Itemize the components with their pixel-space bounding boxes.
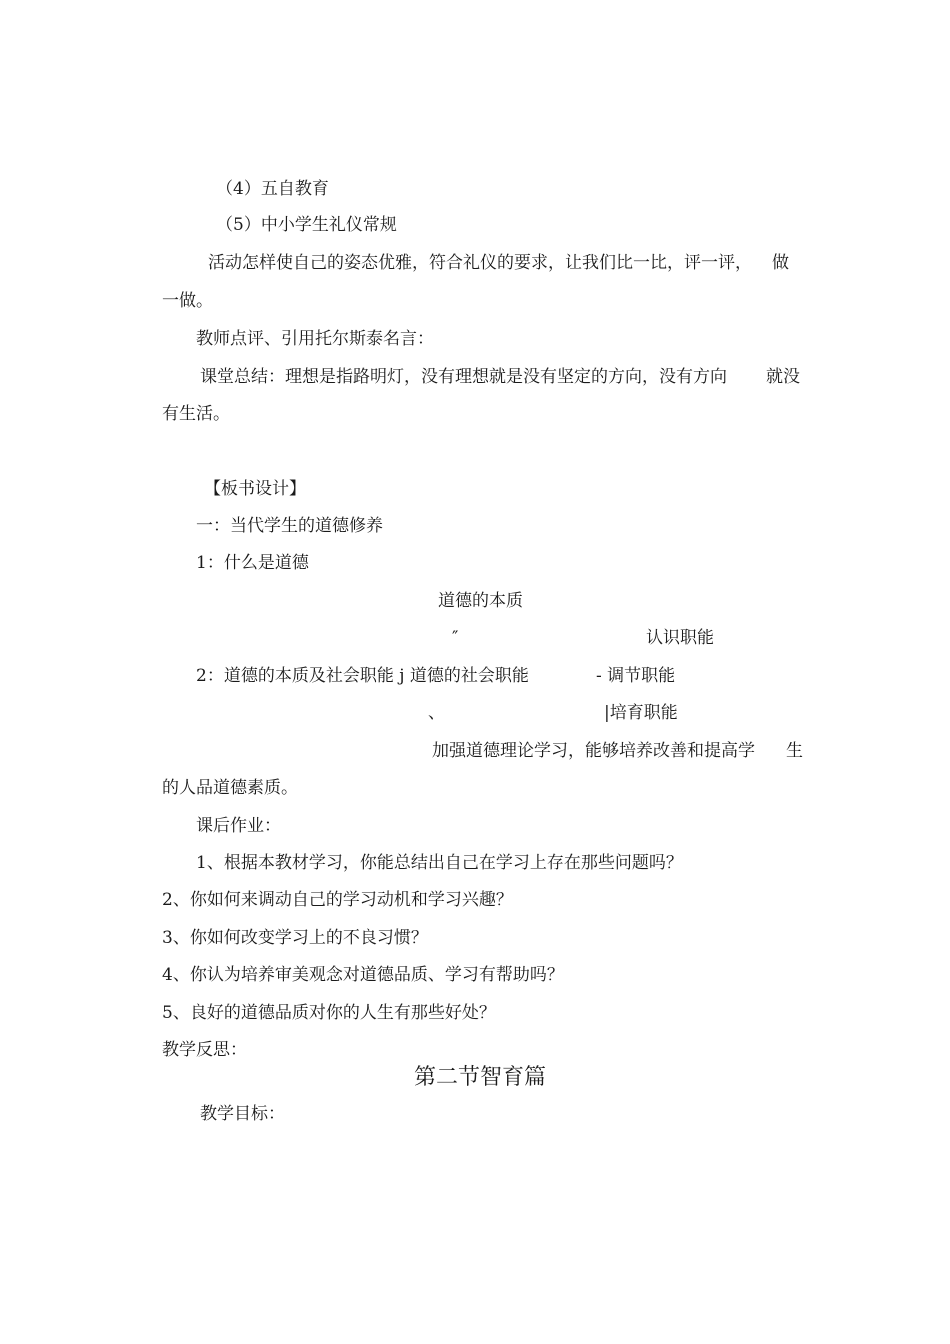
board-item-2: 2：道德的本质及社会职能 j 道德的社会职能	[196, 666, 529, 686]
board-conclusion-end: 生	[786, 741, 803, 761]
board-mark-2: 、	[428, 703, 445, 723]
board-mark: ″	[452, 628, 459, 648]
board-branch-essence: 道德的本质	[438, 591, 523, 611]
paragraph-activity: 活动怎样使自己的姿态优雅，符合礼仪的要求，让我们比一比，评一评，	[208, 253, 752, 273]
homework-item-2: 2、你如何来调动自己的学习动机和学习兴趣？	[162, 890, 513, 910]
homework-item-1: 1、根据本教材学习，你能总结出自己在学习上存在那些问题吗？	[196, 853, 683, 873]
paragraph-summary: 课堂总结：理想是指路明灯，没有理想就是没有坚定的方向，没有方向	[200, 367, 727, 387]
board-function-regulation: - 调节职能	[596, 666, 676, 686]
homework-item-5: 5、良好的道德品质对你的人生有那些好处？	[162, 1003, 496, 1023]
objectives-heading: 教学目标：	[200, 1104, 285, 1124]
section-title: 第二节智育篇	[414, 1065, 547, 1090]
board-conclusion: 加强道德理论学习，能够培养改善和提高学	[432, 741, 755, 761]
board-item-1: 1：什么是道德	[196, 553, 309, 573]
board-function-cognition: 认识职能	[646, 628, 714, 648]
paragraph-activity-cont: 一做。	[162, 291, 213, 311]
list-item-4: （4）五自教育	[216, 179, 329, 199]
reflection-heading: 教学反思：	[162, 1040, 247, 1060]
section-heading-board: 【板书设计】	[204, 479, 306, 499]
board-function-cultivation: |培育职能	[604, 703, 678, 723]
paragraph-summary-cont: 有生活。	[162, 404, 230, 424]
board-conclusion-cont: 的人品道德素质。	[162, 778, 298, 798]
homework-heading: 课后作业：	[196, 816, 281, 836]
paragraph-summary-end: 就没	[766, 367, 800, 387]
homework-item-3: 3、你如何改变学习上的不良习惯？	[162, 928, 428, 948]
paragraph-activity-end: 做	[772, 253, 789, 273]
board-heading-1: 一：当代学生的道德修养	[196, 516, 383, 536]
list-item-5: （5）中小学生礼仪常规	[216, 215, 397, 235]
homework-item-4: 4、你认为培养审美观念对道德品质、学习有帮助吗？	[162, 965, 564, 985]
paragraph-teacher-comment: 教师点评、引用托尔斯泰名言：	[196, 329, 434, 349]
